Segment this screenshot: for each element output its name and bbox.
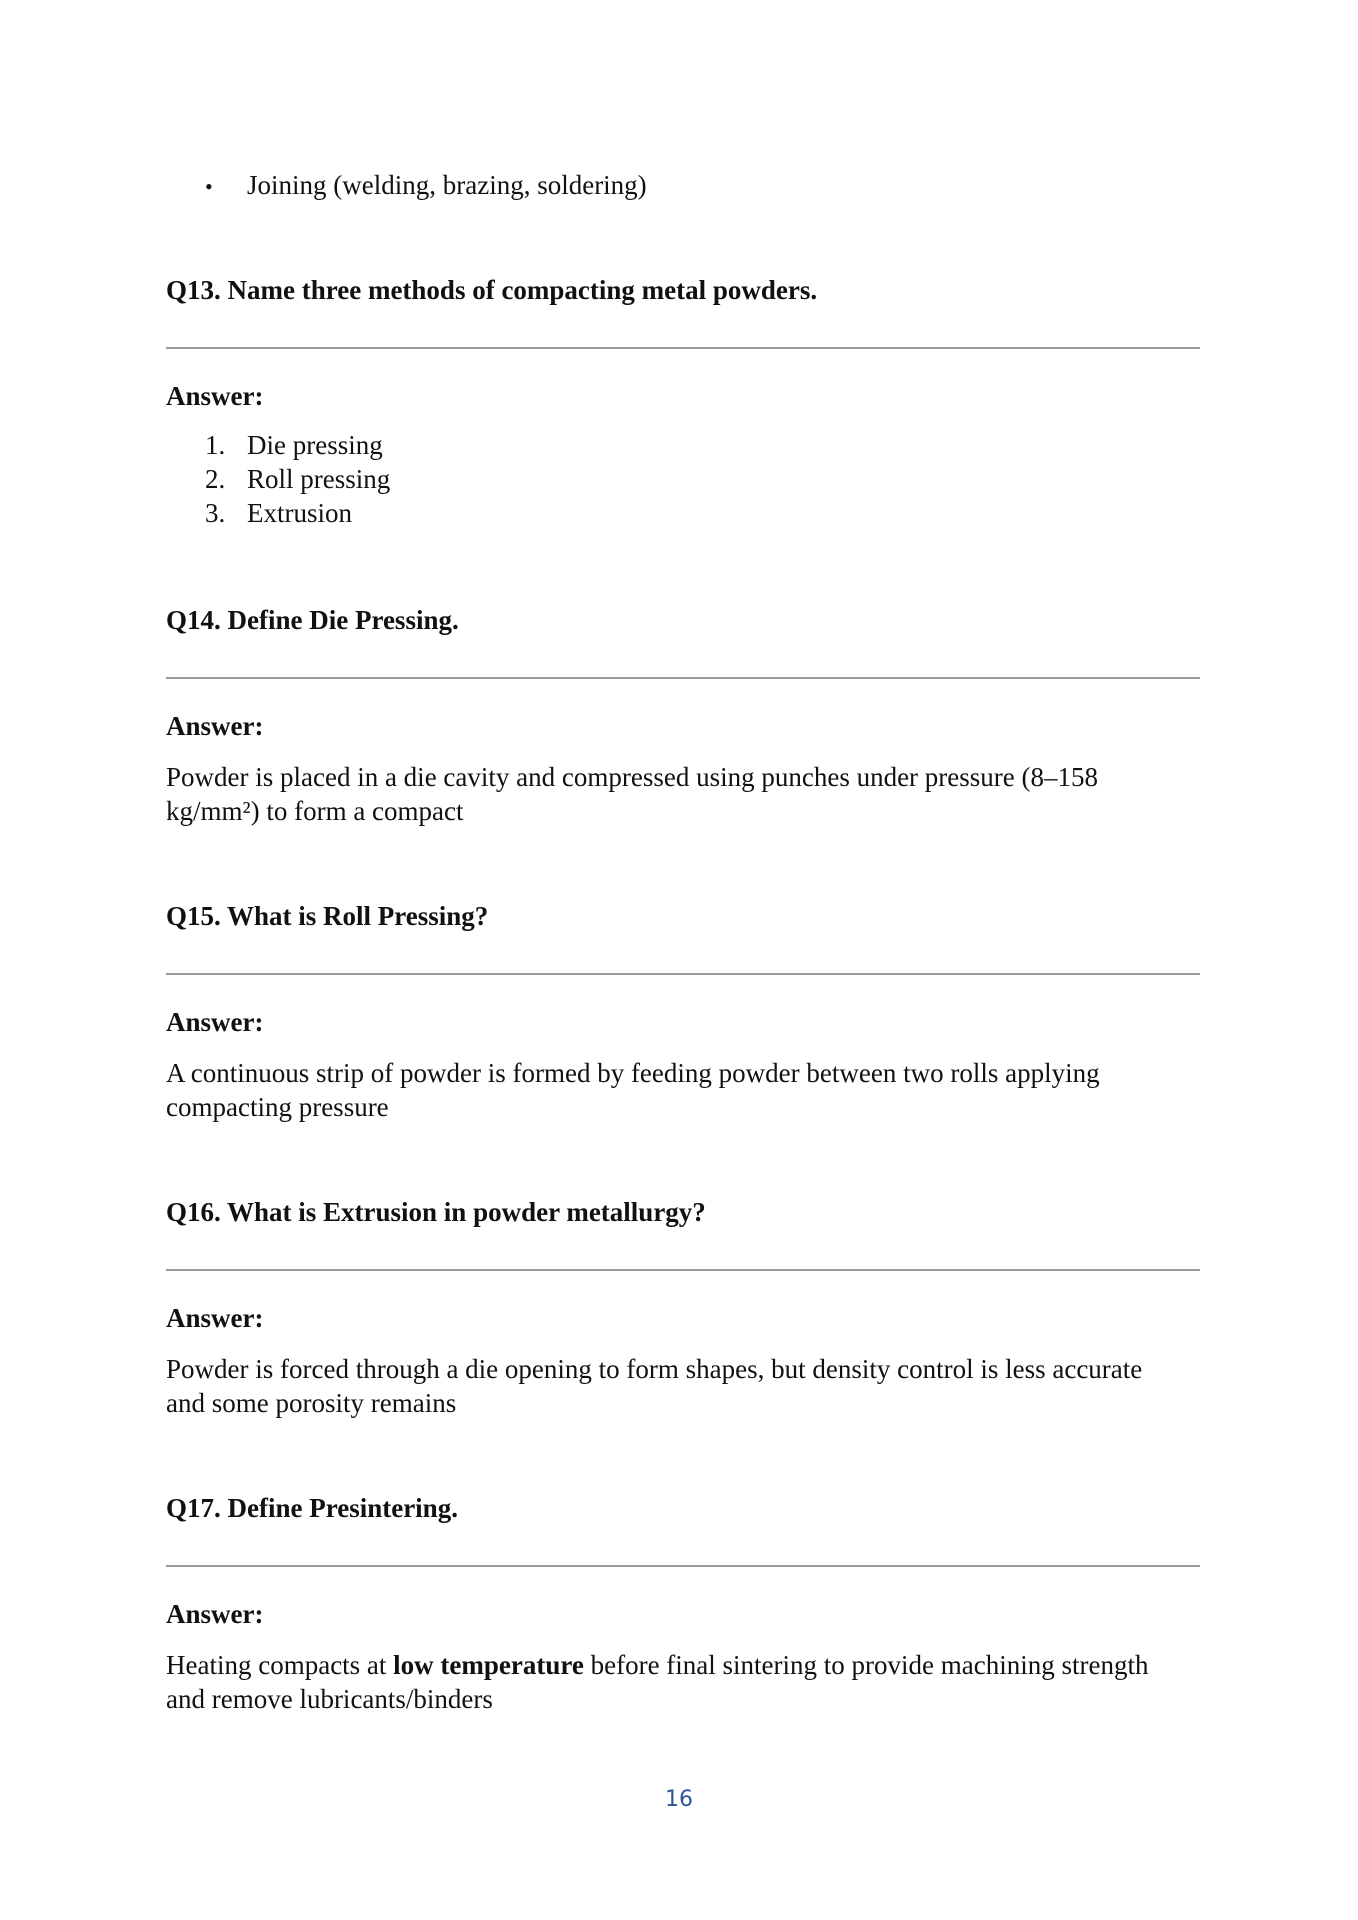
- bold-phrase: low temperature: [393, 1650, 584, 1680]
- question-title-q13: Q13. Name three methods of compacting metal powders.: [166, 275, 818, 305]
- divider: [166, 973, 1200, 975]
- answer-text: Heating compacts at low temperature before final sintering to provide machining strength and remove lubricants/binders: [166, 1650, 1149, 1714]
- numbered-list: [205, 428, 390, 530]
- answer-text: A continuous strip of powder is formed by feeding powder between two rolls applying compacting pressure: [166, 1058, 1100, 1122]
- list-item: 3. Extrusion: [205, 498, 352, 528]
- bullet-item-joining: [205, 165, 647, 207]
- answer-text: Powder is forced through a die opening to form shapes, but density control is less accurate and some porosity remains: [166, 1354, 1143, 1418]
- answer-label: Answer:: [166, 1007, 264, 1037]
- divider: [166, 347, 1200, 349]
- list-item: 1. Die pressing: [205, 430, 383, 460]
- list-item: 2. Roll pressing: [205, 464, 391, 494]
- question-title-q15: Q15. What is Roll Pressing?: [166, 901, 489, 931]
- question-title-q14: Q14. Define Die Pressing.: [166, 605, 459, 635]
- bullet-text: Joining (welding, brazing, soldering): [247, 170, 647, 200]
- answer-label: Answer:: [166, 1599, 264, 1629]
- divider: [166, 1565, 1200, 1567]
- answer-label: Answer:: [166, 1303, 264, 1333]
- divider: [166, 1269, 1200, 1271]
- divider: [166, 677, 1200, 679]
- answer-text: Powder is placed in a die cavity and compressed using punches under pressure (8–158 kg/mm²) to form a compact: [166, 762, 1099, 826]
- question-title-q17: Q17. Define Presintering.: [166, 1493, 458, 1523]
- bullet-marker: •: [205, 174, 213, 199]
- page-number: 16: [665, 1787, 693, 1812]
- question-title-q16: Q16. What is Extrusion in powder metallurgy?: [166, 1197, 706, 1227]
- answer-label: Answer:: [166, 381, 264, 411]
- answer-label: Answer:: [166, 711, 264, 741]
